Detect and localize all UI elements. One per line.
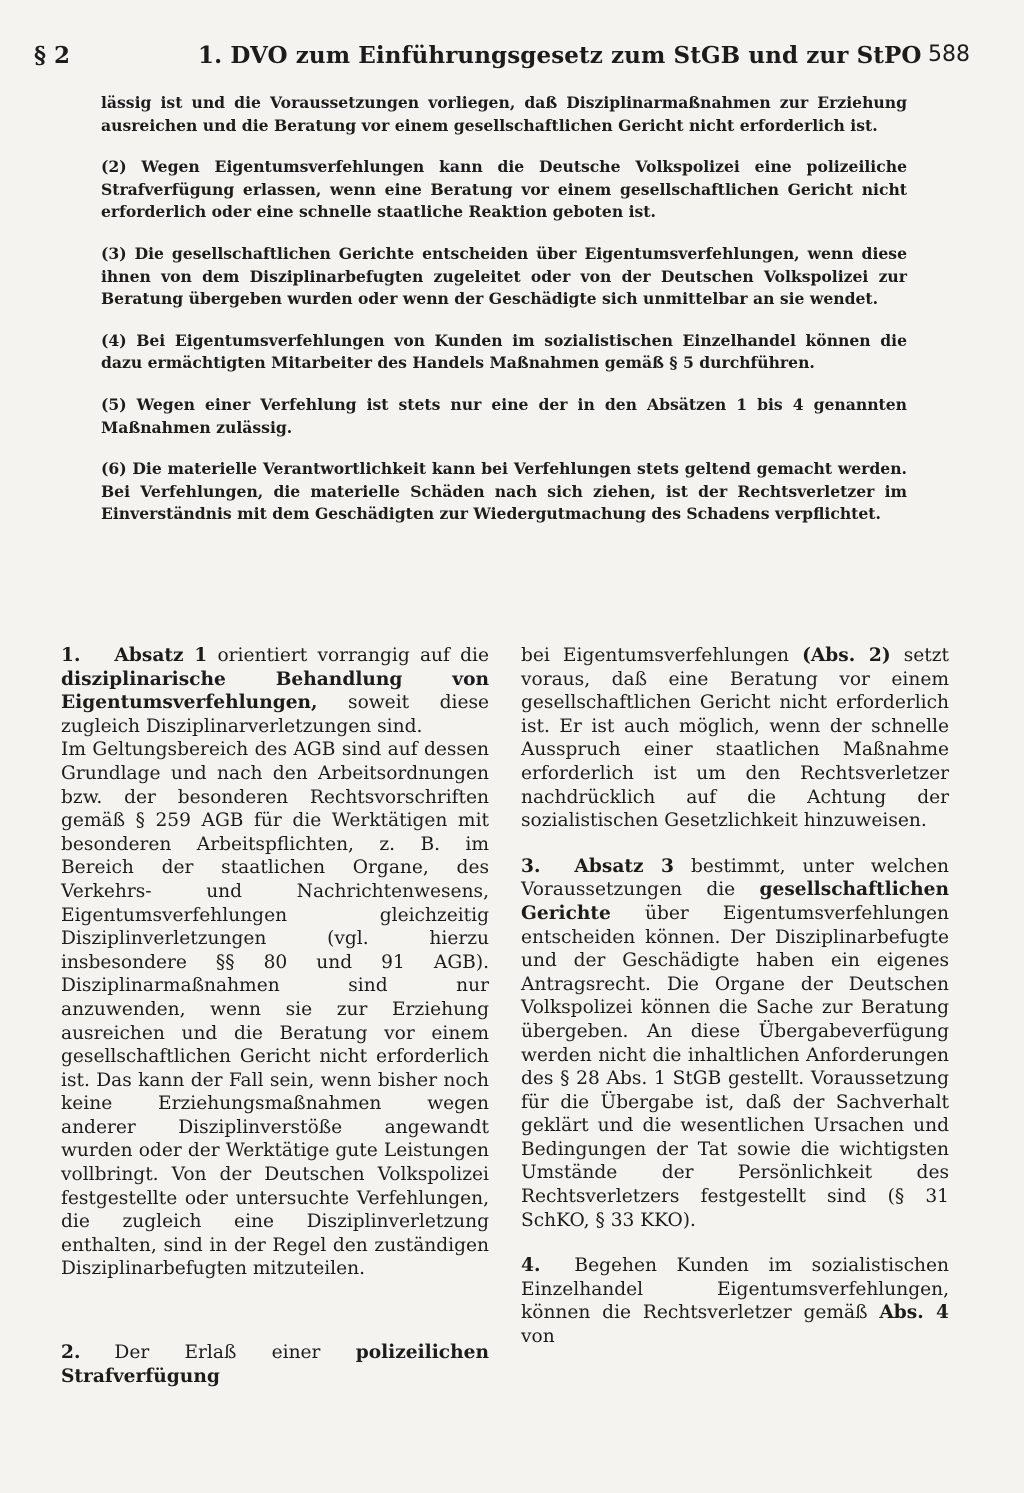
law-paragraph-2: (2) Wegen Eigentumsverfehlungen kann die Deutsche Volkspolizei eine polizeiliche Strafverfügung erlassen, wenn eine Beratung vor einem gesellschaftlichen Gericht nicht erforderlich oder eine schnelle staatliche Reaktion geboten ist. — [101, 157, 907, 222]
note-text: soweit diese zugleich Disziplinarverletzungen sind. — [61, 692, 489, 737]
law-paragraph-6: (6) Die materielle Verantwortlichkeit kann bei Verfehlungen stets geltend gemacht werden. Bei Verfehlungen, die materielle Schäden nach sich ziehen, ist der Rechtsverletzer im Einverständnis mit dem Geschädigten zur Wiedergutmachung des Schadens verpflichtet. — [101, 459, 907, 524]
page-number: 588 — [928, 42, 970, 67]
note-number: 1. — [61, 645, 81, 666]
note-number: 3. — [521, 855, 541, 877]
law-paragraph-continuation: lässig ist und die Voraussetzungen vorliegen, daß Disziplinarmaßnahmen zur Erziehung ausreichen und die Beratung vor einem gesellschaftlichen Gericht nicht erforderlich ist. — [101, 93, 907, 135]
commentary-note-3 — [521, 855, 949, 1233]
note-emphasis: Abs. 4 — [879, 1302, 949, 1324]
note-emphasis: Absatz 1 — [114, 645, 208, 666]
commentary-note-2-start — [61, 1341, 489, 1388]
commentary-note-4 — [521, 1254, 949, 1348]
law-paragraph-5: (5) Wegen einer Verfehlung ist stets nur eine der in den Absätzen 1 bis 4 genannten Maßnahmen zulässig. — [101, 394, 907, 437]
spacer — [521, 1232, 949, 1254]
commentary-note-1-body: Im Geltungsbereich des AGB sind auf dessen Grundlage und nach den Arbeitsordnungen bzw. der besonderen Rechtsvorschriften gemäß § 259 AGB für die Werktätigen mit besonderen Arbeitspflichten, z. B. im Bereich der staatlichen Organe, des Verkehrs- und Nachrichtenwesens, Eigentumsverfehlungen gleichzeitig Disziplinverletzungen (vgl. hierzu insbesondere §§ 80 und 91 AGB). Disziplinarmaßnahmen sind nur anzuwenden, wenn sie zur Erziehung ausreichen und die Beratung vor einem gesellschaftlichen Gericht nicht erforderlich ist. Das kann der Fall sein, wenn bisher noch keine Erziehungsmaßnahmen wegen anderer Disziplinverstöße angewandt wurden oder der Werktätige gute Leistungen vollbringt. Von der Deutschen Volkspolizei festgestellte oder untersuchte Verfehlungen, die zugleich eine Disziplinverletzung enthalten, sind in der Regel den zuständigen Disziplinarbefugten mitzuteilen. — [61, 739, 489, 1280]
spacer — [521, 833, 949, 855]
note-text: Der Erlaß einer — [114, 1342, 356, 1364]
commentary-note-1 — [61, 644, 489, 738]
law-paragraph-4: (4) Bei Eigentumsverfehlungen von Kunden im sozialistischen Einzelhandel können die dazu ermächtigten Mitarbeiter des Handels Maßnahmen gemäß § 5 durchführen. — [101, 330, 907, 373]
commentary-note-2-continuation — [521, 644, 949, 833]
section-label: § 2 — [34, 42, 71, 69]
note-emphasis: gesellschaftlichen Gerichte — [521, 879, 949, 924]
law-paragraph-3: (3) Die gesellschaftlichen Gerichte entscheiden über Eigentumsverfehlungen, wenn diese ihnen von dem Disziplinarbefugten zugeleitet oder von der Deutschen Volkspolizei zur Beratung übergeben wurden oder wenn der Geschädigte sich unmittelbar an sie wendet. — [101, 243, 907, 309]
note-text: bestimmt, unter welchen Voraussetzungen die — [521, 855, 949, 901]
note-number: 2. — [61, 1342, 81, 1364]
note-text: über Eigentumsverfehlungen entscheiden können. Der Disziplinarbefugte und der Geschädigte haben ein eigenes Antragsrecht. Die Organe der Deutschen Volkspolizei können die Sache zur Beratung übergeben. An diese Übergabeverfügung werden nicht die inhaltlichen Anforderungen des § 28 Abs. 1 StGB gestellt. Voraussetzung für die Übergabe ist, daß der Sachverhalt geklärt und die wesentlichen Ursachen und Bedingungen der Tat sowie die wichtigsten Umstände der Persönlichkeit des Rechtsverletzers festgestellt sind (§ 31 SchKO, § 33 KKO). — [521, 902, 949, 1231]
note-text: orientiert vorrangig auf die — [207, 645, 489, 666]
commentary-column-left — [61, 644, 489, 1388]
note-emphasis: Absatz 3 — [574, 855, 674, 877]
header-title: 1. DVO zum Einführungsgesetz zum StGB und zur StPO — [198, 42, 922, 69]
law-text — [101, 92, 907, 545]
spacer — [61, 1281, 489, 1341]
commentary-column-right — [521, 644, 949, 1349]
note-emphasis: (Abs. 2) — [802, 645, 891, 666]
note-text: setzt voraus, daß eine Beratung vor einem gesellschaftlichen Gericht nicht erforderlich ist. Er ist auch möglich, wenn der schnelle Ausspruch einer staatlichen Maßnahme erforderlich ist um den Rechtsverletzer nachdrücklich auf die Achtung der sozialistischen Gesetzlichkeit hinzuweisen. — [521, 645, 949, 832]
note-emphasis: disziplinarische Behandlung von Eigentumsverfehlungen, — [61, 668, 489, 714]
note-text: bei Eigentumsverfehlungen — [521, 645, 803, 666]
note-number: 4. — [521, 1255, 541, 1277]
note-text: von — [521, 1326, 555, 1348]
note-emphasis: polizeilichen Strafverfügung — [61, 1342, 489, 1387]
running-header — [30, 40, 970, 76]
note-text: Begehen Kunden im sozialistischen Einzelhandel Eigentumsverfehlungen, können die Rechtsverletzer gemäß — [521, 1255, 949, 1324]
